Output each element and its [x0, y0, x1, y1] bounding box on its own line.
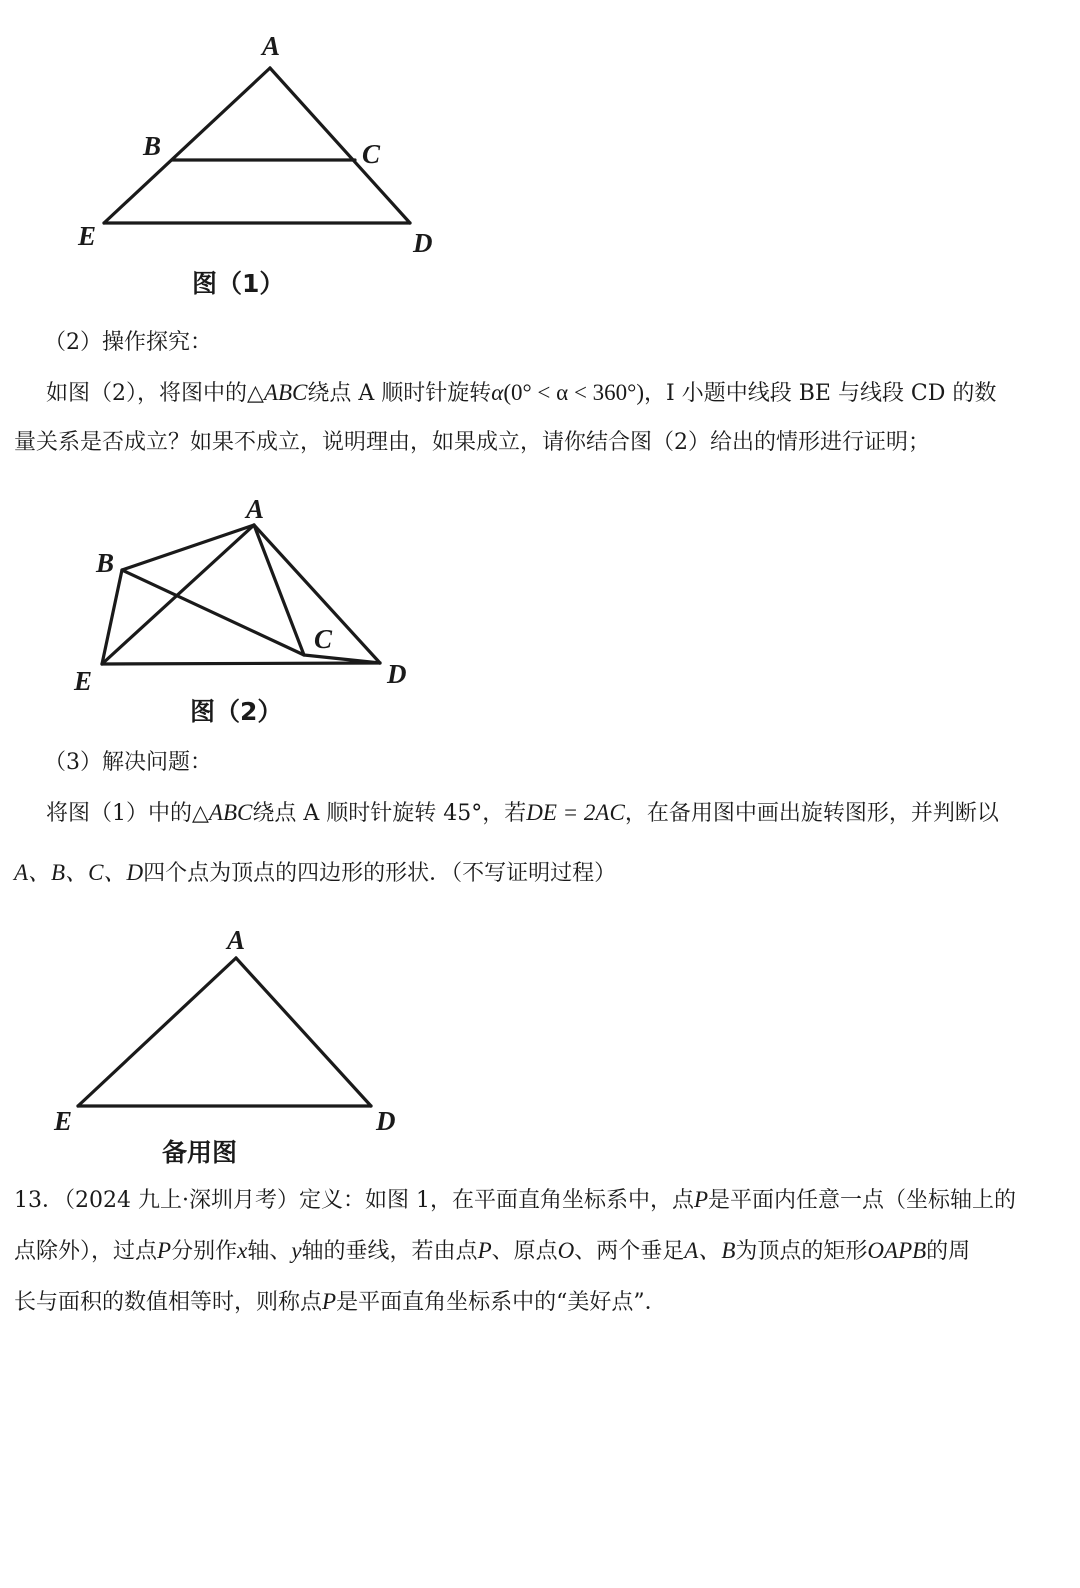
- q13-line2-e: 、原点: [491, 1239, 558, 1264]
- part2-line2: 量关系是否成立？如果不成立，说明理由，如果成立，请你结合图（2）给出的情形进行证明；: [14, 430, 931, 455]
- part2-heading: （2）操作探究：: [44, 330, 212, 355]
- figure-1: [77, 31, 433, 298]
- part2-line1-b: 绕点 A 顺时针旋转: [307, 381, 492, 406]
- fig1-segment-AE: [104, 68, 270, 223]
- part3-equation: DE = 2AC: [526, 800, 625, 825]
- q13-line2-f: 、两个垂足: [574, 1239, 685, 1264]
- figure-2: [73, 494, 407, 726]
- fig1-label-C: C: [362, 139, 381, 169]
- part3-line2: [14, 858, 616, 889]
- q13-line3-a: 长与面积的数值相等时，则称点: [14, 1290, 323, 1315]
- q13-line2-p: P: [157, 1238, 172, 1263]
- q13-line2-a: 点除外），过点: [14, 1239, 158, 1264]
- q13-y-axis: y: [291, 1238, 302, 1263]
- fig1-label-A: A: [262, 31, 281, 61]
- fig2-label-E: E: [74, 666, 93, 696]
- part3-points: A、B、C、D: [14, 860, 144, 885]
- fig2-segment-ED: [102, 663, 380, 664]
- q13-line1: [14, 1185, 1016, 1216]
- part3-heading: （3）解决问题：: [44, 750, 212, 775]
- q13-line2-h: 的周: [926, 1239, 971, 1264]
- figure-3: [53, 925, 396, 1167]
- part2-line1-c: ，I 小题中线段 BE 与线段 CD 的数: [644, 381, 997, 406]
- fig3-label-A: A: [227, 925, 246, 955]
- part3-line2-rest: 四个点为顶点的四边形的形状．（不写证明过程）: [143, 861, 617, 886]
- q13-line2-g: 为顶点的矩形: [735, 1239, 868, 1264]
- fig1-caption: 图（1）: [192, 269, 285, 298]
- part2-triangle-abc: ABC: [263, 380, 308, 405]
- fig3-caption: 备用图: [162, 1138, 238, 1167]
- fig2-label-D: D: [387, 659, 407, 689]
- part2-line1-a: 如图（2），将图中的△: [46, 381, 264, 406]
- fig3-label-E: E: [54, 1106, 73, 1136]
- q13-line1-b: 是平面内任意一点（坐标轴上的: [708, 1188, 1017, 1213]
- part3-line1-c: ，在备用图中画出旋转图形，并判断以: [624, 801, 999, 826]
- fig2-label-C: C: [314, 624, 333, 654]
- q13-line1-a: 13．（2024 九上·深圳月考）定义：如图 1，在平面直角坐标系中，点: [14, 1188, 694, 1213]
- q13-line2-b: 分别作: [171, 1239, 238, 1264]
- fig3-label-D: D: [376, 1106, 396, 1136]
- fig2-caption: 图（2）: [190, 697, 283, 726]
- q13-feet-ab: A、B: [684, 1238, 736, 1263]
- fig1-label-E: E: [78, 221, 97, 251]
- q13-x-axis: x: [237, 1238, 248, 1263]
- part2-line1: [46, 378, 996, 409]
- q13-point-p: P: [693, 1187, 709, 1212]
- q13-line3-b: 是平面直角坐标系中的“美好点”．: [336, 1290, 667, 1315]
- q13-line2-d: 轴的垂线，若由点: [301, 1239, 478, 1264]
- fig2-label-B: B: [96, 548, 115, 578]
- fig3-segment-AE: [78, 958, 236, 1106]
- part3-line1: [46, 798, 999, 829]
- q13-line2-c: 轴、: [247, 1239, 292, 1264]
- part3-line1-b: 绕点 A 顺时针旋转 45°，若: [252, 801, 527, 826]
- fig3-segment-AD: [236, 958, 371, 1106]
- part3-line1-a: 将图（1）中的△: [46, 801, 209, 826]
- q13-rect-oapb: OAPB: [867, 1238, 927, 1263]
- fig2-segment-AB: [122, 525, 254, 570]
- part2-angle-range: (0° < α < 360°): [503, 380, 645, 405]
- part3-triangle-abc: ABC: [208, 800, 253, 825]
- q13-line2-p2: P: [477, 1238, 492, 1263]
- fig1-label-B: B: [143, 131, 162, 161]
- q13-origin-o: O: [557, 1238, 575, 1263]
- part2-alpha: α: [491, 380, 504, 405]
- q13-line3: [14, 1287, 667, 1318]
- fig2-label-A: A: [246, 494, 265, 524]
- q13-line3-p: P: [322, 1289, 337, 1314]
- fig1-segment-AD: [270, 68, 410, 223]
- fig1-label-D: D: [413, 228, 433, 258]
- q13-line2: [14, 1236, 970, 1267]
